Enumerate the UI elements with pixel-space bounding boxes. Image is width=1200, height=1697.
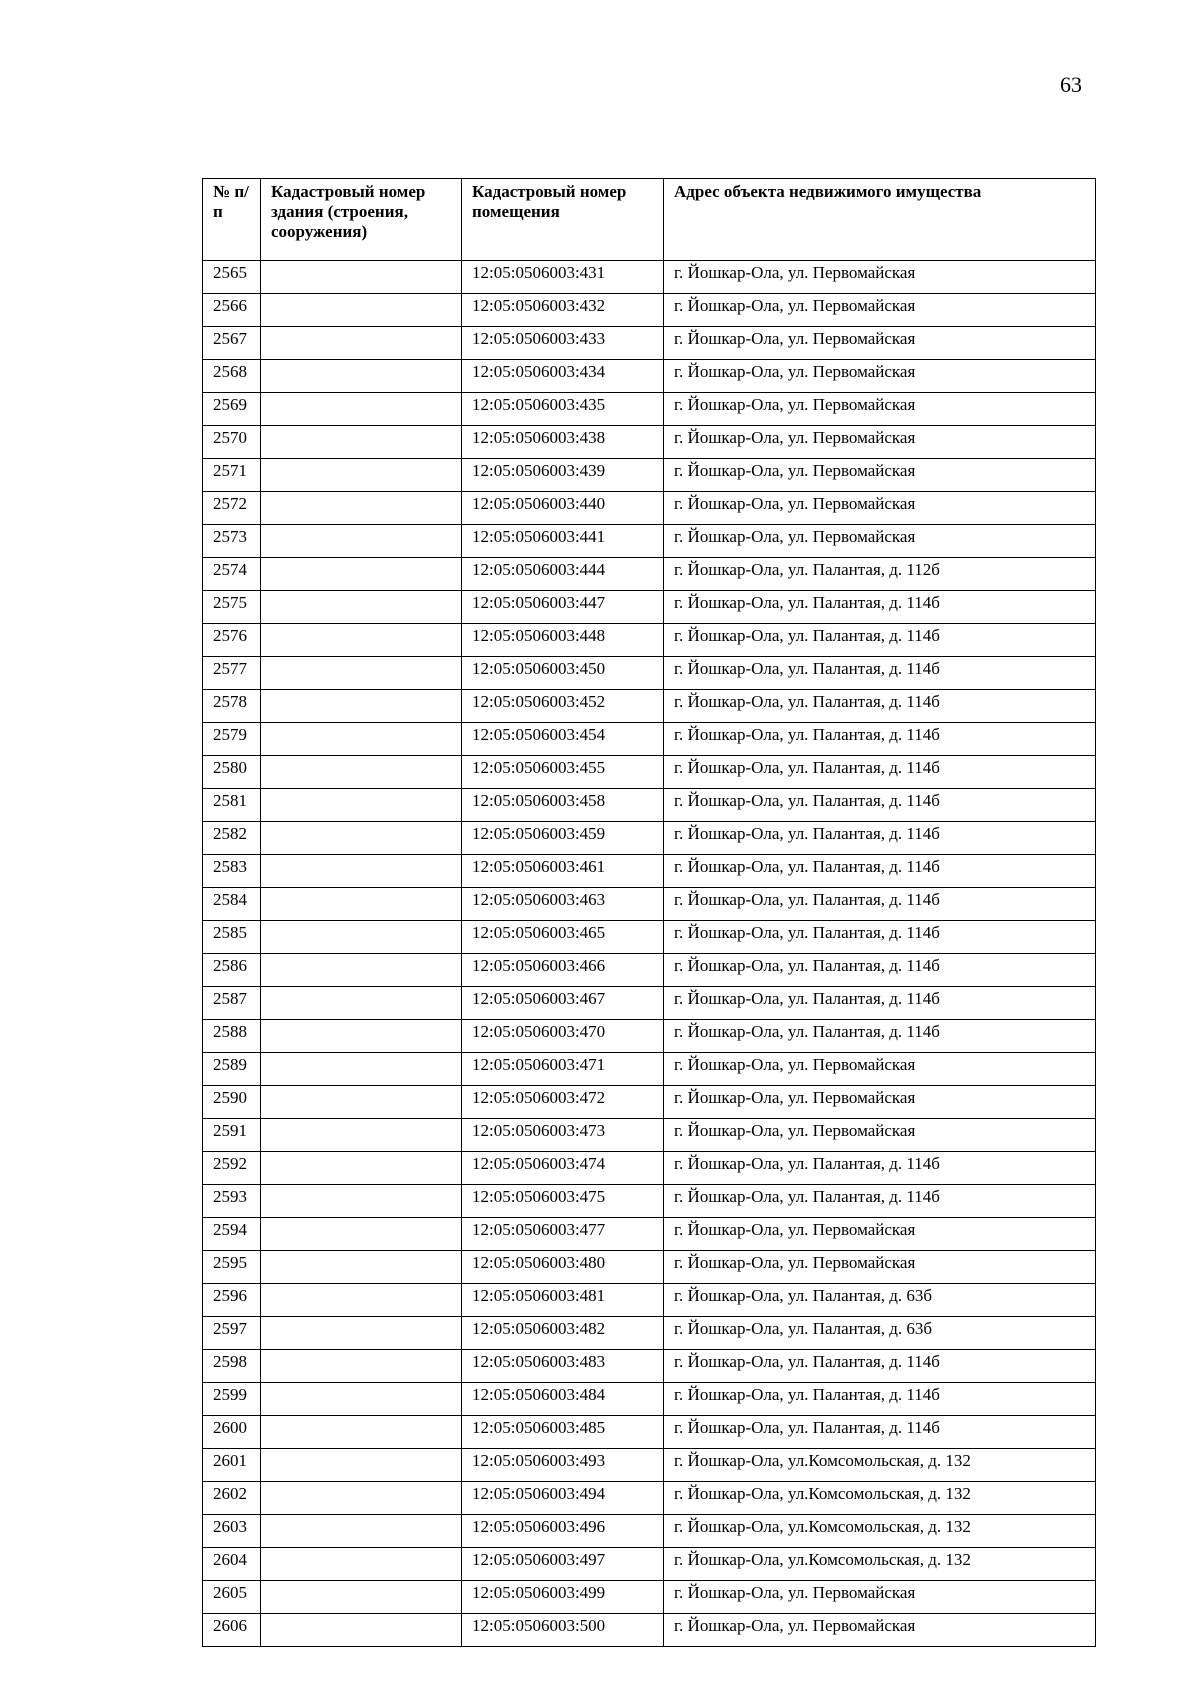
cell-row-number: 2577	[203, 657, 261, 690]
cell-room-cadastral-number: 12:05:0506003:485	[462, 1416, 664, 1449]
cell-room-cadastral-number: 12:05:0506003:458	[462, 789, 664, 822]
cell-room-cadastral-number: 12:05:0506003:432	[462, 294, 664, 327]
cell-building-cadastral-number	[261, 360, 462, 393]
table-row	[203, 360, 1096, 393]
table-row	[203, 261, 1096, 294]
cell-building-cadastral-number	[261, 756, 462, 789]
cell-row-number: 2602	[203, 1482, 261, 1515]
cell-room-cadastral-number: 12:05:0506003:494	[462, 1482, 664, 1515]
table-row	[203, 1614, 1096, 1647]
cell-building-cadastral-number	[261, 426, 462, 459]
header-building-cadastral-number: Кадастровый номер здания (строения, сооружения)	[261, 179, 462, 261]
cell-building-cadastral-number	[261, 558, 462, 591]
cell-row-number: 2580	[203, 756, 261, 789]
cell-address: г. Йошкар-Ола, ул. Первомайская	[664, 327, 1096, 360]
cell-building-cadastral-number	[261, 1614, 462, 1647]
cell-room-cadastral-number: 12:05:0506003:493	[462, 1449, 664, 1482]
cell-room-cadastral-number: 12:05:0506003:482	[462, 1317, 664, 1350]
table-row	[203, 690, 1096, 723]
cell-building-cadastral-number	[261, 954, 462, 987]
cell-row-number: 2604	[203, 1548, 261, 1581]
cell-address: г. Йошкар-Ола, ул. Палантая, д. 114б	[664, 789, 1096, 822]
cell-row-number: 2568	[203, 360, 261, 393]
cell-address: г. Йошкар-Ола, ул. Первомайская	[664, 525, 1096, 558]
cell-address: г. Йошкар-Ола, ул. Палантая, д. 114б	[664, 624, 1096, 657]
table-row	[203, 1152, 1096, 1185]
cell-building-cadastral-number	[261, 1383, 462, 1416]
cell-address: г. Йошкар-Ола, ул. Первомайская	[664, 360, 1096, 393]
cell-building-cadastral-number	[261, 294, 462, 327]
cell-row-number: 2606	[203, 1614, 261, 1647]
table-row	[203, 1383, 1096, 1416]
cell-room-cadastral-number: 12:05:0506003:473	[462, 1119, 664, 1152]
table-row	[203, 1053, 1096, 1086]
table-row	[203, 1185, 1096, 1218]
table-row	[203, 1218, 1096, 1251]
cell-building-cadastral-number	[261, 1416, 462, 1449]
cell-building-cadastral-number	[261, 624, 462, 657]
page-number: 63	[1060, 72, 1082, 97]
header-property-address: Адрес объекта недвижимого имущества	[664, 179, 1096, 261]
cell-address: г. Йошкар-Ола, ул. Палантая, д. 114б	[664, 657, 1096, 690]
cell-row-number: 2574	[203, 558, 261, 591]
table-row	[203, 1548, 1096, 1581]
cell-address: г. Йошкар-Ола, ул. Первомайская	[664, 1614, 1096, 1647]
cell-building-cadastral-number	[261, 492, 462, 525]
table-row	[203, 1515, 1096, 1548]
cell-row-number: 2572	[203, 492, 261, 525]
cell-row-number: 2584	[203, 888, 261, 921]
cell-room-cadastral-number: 12:05:0506003:472	[462, 1086, 664, 1119]
cell-row-number: 2570	[203, 426, 261, 459]
cell-row-number: 2571	[203, 459, 261, 492]
cell-row-number: 2605	[203, 1581, 261, 1614]
cell-row-number: 2599	[203, 1383, 261, 1416]
cell-address: г. Йошкар-Ола, ул. Палантая, д. 114б	[664, 1185, 1096, 1218]
cell-building-cadastral-number	[261, 855, 462, 888]
cell-row-number: 2581	[203, 789, 261, 822]
cell-room-cadastral-number: 12:05:0506003:439	[462, 459, 664, 492]
cell-room-cadastral-number: 12:05:0506003:475	[462, 1185, 664, 1218]
cell-row-number: 2598	[203, 1350, 261, 1383]
property-registry-table	[202, 178, 1096, 1647]
cell-row-number: 2579	[203, 723, 261, 756]
cell-address: г. Йошкар-Ола, ул. Палантая, д. 114б	[664, 1020, 1096, 1053]
cell-address: г. Йошкар-Ола, ул. Первомайская	[664, 426, 1096, 459]
cell-room-cadastral-number: 12:05:0506003:481	[462, 1284, 664, 1317]
cell-row-number: 2575	[203, 591, 261, 624]
cell-row-number: 2582	[203, 822, 261, 855]
cell-room-cadastral-number: 12:05:0506003:500	[462, 1614, 664, 1647]
cell-building-cadastral-number	[261, 1086, 462, 1119]
cell-room-cadastral-number: 12:05:0506003:474	[462, 1152, 664, 1185]
cell-address: г. Йошкар-Ола, ул. Палантая, д. 114б	[664, 987, 1096, 1020]
table-row	[203, 1020, 1096, 1053]
cell-address: г. Йошкар-Ола, ул. Первомайская	[664, 294, 1096, 327]
table-row	[203, 1350, 1096, 1383]
cell-room-cadastral-number: 12:05:0506003:444	[462, 558, 664, 591]
cell-address: г. Йошкар-Ола, ул. Палантая, д. 114б	[664, 1350, 1096, 1383]
cell-address: г. Йошкар-Ола, ул. Палантая, д. 114б	[664, 1152, 1096, 1185]
cell-room-cadastral-number: 12:05:0506003:459	[462, 822, 664, 855]
cell-row-number: 2590	[203, 1086, 261, 1119]
cell-row-number: 2600	[203, 1416, 261, 1449]
cell-address: г. Йошкар-Ола, ул. Первомайская	[664, 1119, 1096, 1152]
cell-room-cadastral-number: 12:05:0506003:440	[462, 492, 664, 525]
header-row-number: № п/п	[203, 179, 261, 261]
cell-room-cadastral-number: 12:05:0506003:433	[462, 327, 664, 360]
cell-building-cadastral-number	[261, 393, 462, 426]
cell-room-cadastral-number: 12:05:0506003:471	[462, 1053, 664, 1086]
cell-row-number: 2583	[203, 855, 261, 888]
cell-row-number: 2595	[203, 1251, 261, 1284]
cell-address: г. Йошкар-Ола, ул. Палантая, д. 114б	[664, 591, 1096, 624]
table-row	[203, 459, 1096, 492]
cell-row-number: 2596	[203, 1284, 261, 1317]
cell-room-cadastral-number: 12:05:0506003:461	[462, 855, 664, 888]
table-body	[203, 261, 1096, 1647]
cell-building-cadastral-number	[261, 723, 462, 756]
cell-address: г. Йошкар-Ола, ул. Палантая, д. 114б	[664, 1383, 1096, 1416]
cell-address: г. Йошкар-Ола, ул. Первомайская	[664, 1086, 1096, 1119]
cell-room-cadastral-number: 12:05:0506003:499	[462, 1581, 664, 1614]
cell-address: г. Йошкар-Ола, ул. Палантая, д. 63б	[664, 1317, 1096, 1350]
cell-address: г. Йошкар-Ола, ул. Первомайская	[664, 1251, 1096, 1284]
cell-address: г. Йошкар-Ола, ул. Первомайская	[664, 1218, 1096, 1251]
cell-building-cadastral-number	[261, 1218, 462, 1251]
cell-address: г. Йошкар-Ола, ул. Палантая, д. 63б	[664, 1284, 1096, 1317]
cell-building-cadastral-number	[261, 789, 462, 822]
table-row	[203, 657, 1096, 690]
cell-building-cadastral-number	[261, 1152, 462, 1185]
cell-room-cadastral-number: 12:05:0506003:497	[462, 1548, 664, 1581]
table-row	[203, 492, 1096, 525]
cell-building-cadastral-number	[261, 261, 462, 294]
cell-address: г. Йошкар-Ола, ул. Палантая, д. 114б	[664, 756, 1096, 789]
cell-row-number: 2573	[203, 525, 261, 558]
cell-row-number: 2591	[203, 1119, 261, 1152]
cell-building-cadastral-number	[261, 822, 462, 855]
table-row	[203, 294, 1096, 327]
cell-address: г. Йошкар-Ола, ул. Первомайская	[664, 261, 1096, 294]
cell-row-number: 2566	[203, 294, 261, 327]
cell-room-cadastral-number: 12:05:0506003:466	[462, 954, 664, 987]
cell-address: г. Йошкар-Ола, ул. Первомайская	[664, 459, 1096, 492]
cell-building-cadastral-number	[261, 1020, 462, 1053]
table-row	[203, 1317, 1096, 1350]
cell-building-cadastral-number	[261, 657, 462, 690]
cell-room-cadastral-number: 12:05:0506003:455	[462, 756, 664, 789]
cell-room-cadastral-number: 12:05:0506003:435	[462, 393, 664, 426]
cell-address: г. Йошкар-Ола, ул. Палантая, д. 114б	[664, 954, 1096, 987]
table-row	[203, 558, 1096, 591]
cell-room-cadastral-number: 12:05:0506003:431	[462, 261, 664, 294]
table-row	[203, 789, 1096, 822]
table-row	[203, 987, 1096, 1020]
cell-room-cadastral-number: 12:05:0506003:447	[462, 591, 664, 624]
cell-room-cadastral-number: 12:05:0506003:441	[462, 525, 664, 558]
cell-building-cadastral-number	[261, 327, 462, 360]
table-row	[203, 921, 1096, 954]
cell-row-number: 2586	[203, 954, 261, 987]
cell-row-number: 2585	[203, 921, 261, 954]
cell-building-cadastral-number	[261, 1548, 462, 1581]
table-row	[203, 426, 1096, 459]
table-row	[203, 1449, 1096, 1482]
cell-building-cadastral-number	[261, 987, 462, 1020]
table-row	[203, 525, 1096, 558]
cell-row-number: 2588	[203, 1020, 261, 1053]
cell-room-cadastral-number: 12:05:0506003:452	[462, 690, 664, 723]
cell-row-number: 2565	[203, 261, 261, 294]
cell-address: г. Йошкар-Ола, ул.Комсомольская, д. 132	[664, 1449, 1096, 1482]
cell-building-cadastral-number	[261, 1350, 462, 1383]
cell-room-cadastral-number: 12:05:0506003:480	[462, 1251, 664, 1284]
cell-address: г. Йошкар-Ола, ул. Палантая, д. 114б	[664, 1416, 1096, 1449]
cell-building-cadastral-number	[261, 1449, 462, 1482]
cell-address: г. Йошкар-Ола, ул.Комсомольская, д. 132	[664, 1515, 1096, 1548]
table-row	[203, 1581, 1096, 1614]
table-row	[203, 1482, 1096, 1515]
cell-row-number: 2592	[203, 1152, 261, 1185]
cell-address: г. Йошкар-Ола, ул. Первомайская	[664, 1581, 1096, 1614]
cell-room-cadastral-number: 12:05:0506003:463	[462, 888, 664, 921]
cell-room-cadastral-number: 12:05:0506003:470	[462, 1020, 664, 1053]
cell-building-cadastral-number	[261, 1515, 462, 1548]
table-row	[203, 855, 1096, 888]
cell-room-cadastral-number: 12:05:0506003:438	[462, 426, 664, 459]
cell-row-number: 2578	[203, 690, 261, 723]
cell-address: г. Йошкар-Ола, ул. Палантая, д. 114б	[664, 888, 1096, 921]
cell-address: г. Йошкар-Ола, ул. Палантая, д. 114б	[664, 921, 1096, 954]
table-row	[203, 327, 1096, 360]
cell-address: г. Йошкар-Ола, ул. Палантая, д. 114б	[664, 855, 1096, 888]
cell-row-number: 2567	[203, 327, 261, 360]
cell-building-cadastral-number	[261, 1581, 462, 1614]
table-row	[203, 393, 1096, 426]
table-row	[203, 1086, 1096, 1119]
cell-address: г. Йошкар-Ола, ул. Палантая, д. 112б	[664, 558, 1096, 591]
table-row	[203, 1284, 1096, 1317]
cell-row-number: 2589	[203, 1053, 261, 1086]
cell-building-cadastral-number	[261, 1284, 462, 1317]
cell-room-cadastral-number: 12:05:0506003:465	[462, 921, 664, 954]
cell-room-cadastral-number: 12:05:0506003:467	[462, 987, 664, 1020]
table-header-row	[203, 179, 1096, 261]
cell-room-cadastral-number: 12:05:0506003:477	[462, 1218, 664, 1251]
cell-building-cadastral-number	[261, 1482, 462, 1515]
cell-building-cadastral-number	[261, 1251, 462, 1284]
cell-row-number: 2603	[203, 1515, 261, 1548]
cell-address: г. Йошкар-Ола, ул. Первомайская	[664, 492, 1096, 525]
cell-building-cadastral-number	[261, 1317, 462, 1350]
cell-building-cadastral-number	[261, 888, 462, 921]
table-row	[203, 624, 1096, 657]
cell-building-cadastral-number	[261, 1053, 462, 1086]
cell-building-cadastral-number	[261, 525, 462, 558]
cell-address: г. Йошкар-Ола, ул. Палантая, д. 114б	[664, 723, 1096, 756]
cell-building-cadastral-number	[261, 459, 462, 492]
cell-room-cadastral-number: 12:05:0506003:450	[462, 657, 664, 690]
cell-row-number: 2601	[203, 1449, 261, 1482]
cell-room-cadastral-number: 12:05:0506003:496	[462, 1515, 664, 1548]
cell-room-cadastral-number: 12:05:0506003:434	[462, 360, 664, 393]
cell-address: г. Йошкар-Ола, ул. Первомайская	[664, 1053, 1096, 1086]
table-row	[203, 954, 1096, 987]
cell-building-cadastral-number	[261, 1185, 462, 1218]
cell-address: г. Йошкар-Ола, ул.Комсомольская, д. 132	[664, 1482, 1096, 1515]
cell-building-cadastral-number	[261, 591, 462, 624]
cell-room-cadastral-number: 12:05:0506003:484	[462, 1383, 664, 1416]
table-row	[203, 591, 1096, 624]
table-row	[203, 822, 1096, 855]
cell-building-cadastral-number	[261, 921, 462, 954]
table-row	[203, 756, 1096, 789]
cell-address: г. Йошкар-Ола, ул. Первомайская	[664, 393, 1096, 426]
cell-row-number: 2569	[203, 393, 261, 426]
table-row	[203, 723, 1096, 756]
table-row	[203, 888, 1096, 921]
table-row	[203, 1251, 1096, 1284]
header-room-cadastral-number: Кадастровый номер помещения	[462, 179, 664, 261]
cell-row-number: 2597	[203, 1317, 261, 1350]
cell-building-cadastral-number	[261, 690, 462, 723]
cell-address: г. Йошкар-Ола, ул. Палантая, д. 114б	[664, 822, 1096, 855]
cell-row-number: 2593	[203, 1185, 261, 1218]
cell-building-cadastral-number	[261, 1119, 462, 1152]
cell-room-cadastral-number: 12:05:0506003:454	[462, 723, 664, 756]
cell-row-number: 2587	[203, 987, 261, 1020]
table-row	[203, 1119, 1096, 1152]
cell-address: г. Йошкар-Ола, ул.Комсомольская, д. 132	[664, 1548, 1096, 1581]
cell-room-cadastral-number: 12:05:0506003:483	[462, 1350, 664, 1383]
cell-room-cadastral-number: 12:05:0506003:448	[462, 624, 664, 657]
cell-row-number: 2594	[203, 1218, 261, 1251]
cell-row-number: 2576	[203, 624, 261, 657]
cell-address: г. Йошкар-Ола, ул. Палантая, д. 114б	[664, 690, 1096, 723]
table-row	[203, 1416, 1096, 1449]
